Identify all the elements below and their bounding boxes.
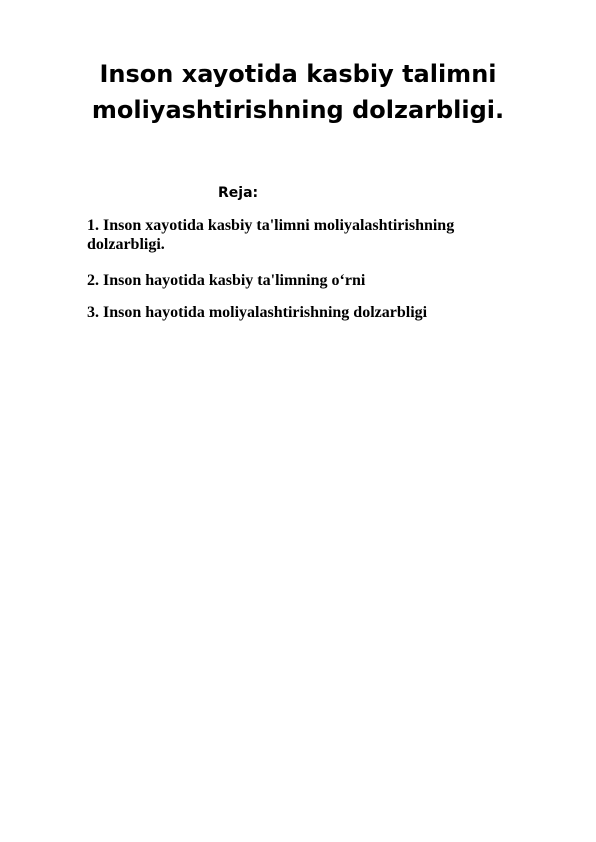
- plan-item-1: 1. Inson xayotida kasbiy ta'limni moliyalashtirishning dolzarbligi.: [87, 217, 455, 253]
- plan-item-2: 2. Inson hayotida kasbiy ta'limning o‘rni: [87, 272, 366, 289]
- plan-list: [87, 216, 527, 335]
- title-line-1: Inson xayotida kasbiy talimni: [99, 60, 497, 88]
- plan-item-3: 3. Inson hayotida moliyalashtirishning dolzarbligi: [87, 304, 428, 321]
- title-line-2: moliyashtirishning dolzarbligi.: [91, 96, 505, 124]
- document-title: [0, 56, 596, 128]
- plan-heading: Reja:: [218, 185, 259, 201]
